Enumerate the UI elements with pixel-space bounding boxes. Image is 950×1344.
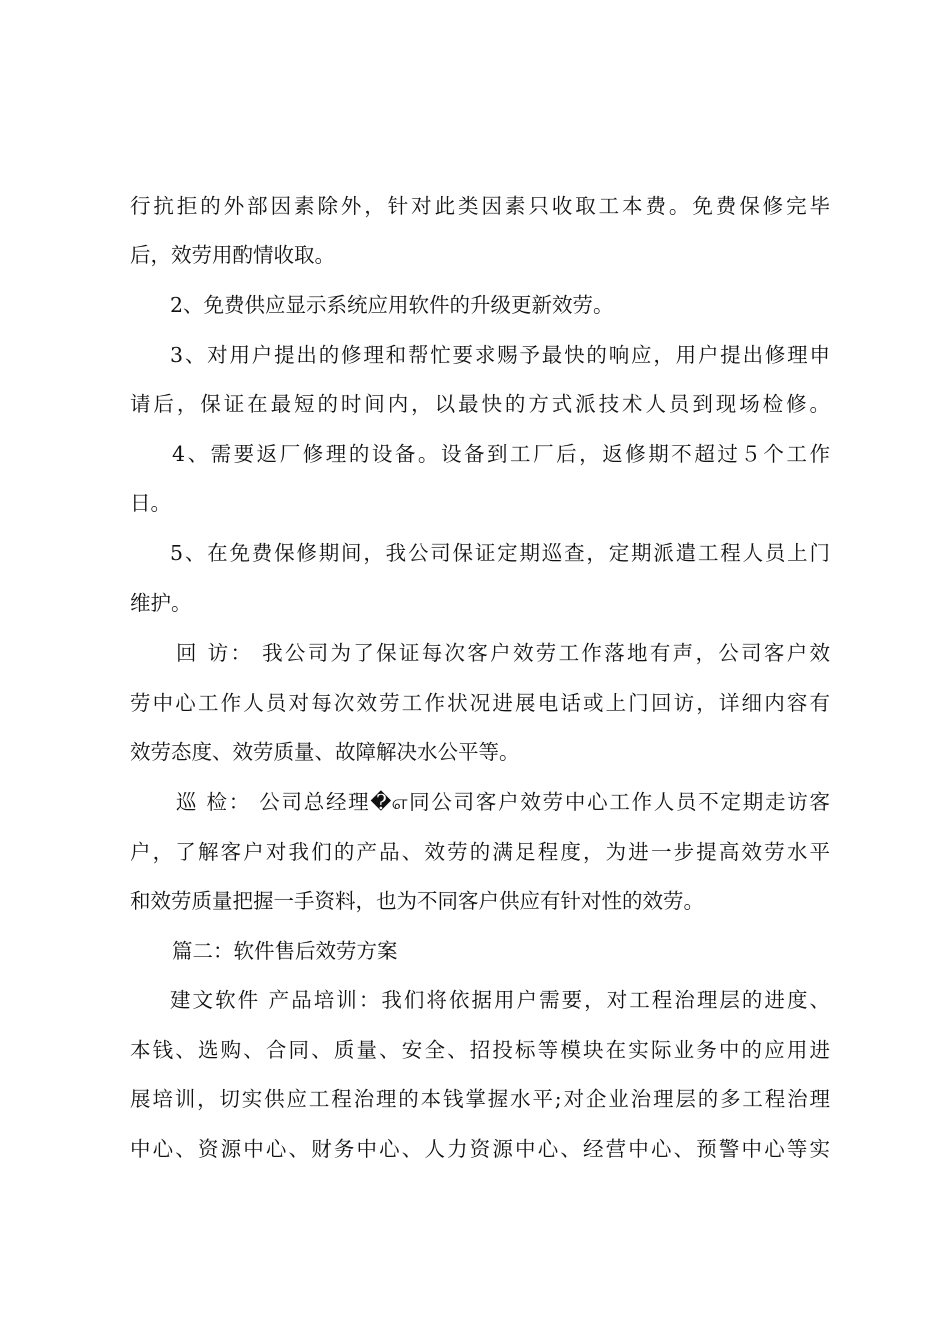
paragraph-line: 户，了解客户对我们的产品、效劳的满足程度，为进一步提高效劳水平 [130, 840, 830, 864]
section-heading: 篇二：软件售后效劳方案 [172, 939, 398, 963]
paragraph-line: 行抗拒的外部因素除外，针对此类因素只收取工本费。免费保修完毕 [130, 194, 830, 218]
paragraph-line: 回 访： 我公司为了保证每次客户效劳工作落地有声，公司客户效 [176, 641, 830, 665]
paragraph-line: 中心、资源中心、财务中心、人力资源中心、经营中心、预警中心等实 [130, 1137, 830, 1161]
paragraph-line: 展培训，切实供应工程治理的本钱掌握水平;对企业治理层的多工程治理 [130, 1087, 830, 1111]
paragraph-line: 日。 [130, 491, 171, 515]
paragraph-line: 4、需要返厂修理的设备。设备到工厂后，返修期不超过５个工作 [172, 442, 830, 466]
paragraph-line: 2、免费供应显示系统应用软件的升级更新效劳。 [170, 293, 614, 317]
paragraph-line: 后，效劳用酌情收取。 [130, 243, 335, 267]
paragraph-line: 维护。 [130, 591, 192, 615]
paragraph-line: 劳中心工作人员对每次效劳工作状况进展电话或上门回访，详细内容有 [130, 691, 830, 715]
paragraph-line: 效劳态度、效劳质量、故障解决水公平等。 [130, 740, 520, 764]
paragraph-line: 巡 检： 公司总经理�எ同公司客户效劳中心工作人员不定期走访客 [176, 790, 830, 814]
paragraph-line: 本钱、选购、合同、质量、安全、招投标等模块在实际业务中的应用进 [130, 1038, 830, 1062]
paragraph-line: 和效劳质量把握一手资料，也为不同客户供应有针对性的效劳。 [130, 889, 704, 913]
paragraph-line: 3、对用户提出的修理和帮忙要求赐予最快的响应，用户提出修理申 [170, 343, 830, 367]
paragraph-line: 请后，保证在最短的时间内，以最快的方式派技术人员到现场检修。 [130, 392, 830, 416]
paragraph-line: 建文软件 产品培训：我们将依据用户需要，对工程治理层的进度、 [170, 988, 830, 1012]
paragraph-line: 5、在免费保修期间，我公司保证定期巡查，定期派遣工程人员上门 [170, 541, 830, 565]
